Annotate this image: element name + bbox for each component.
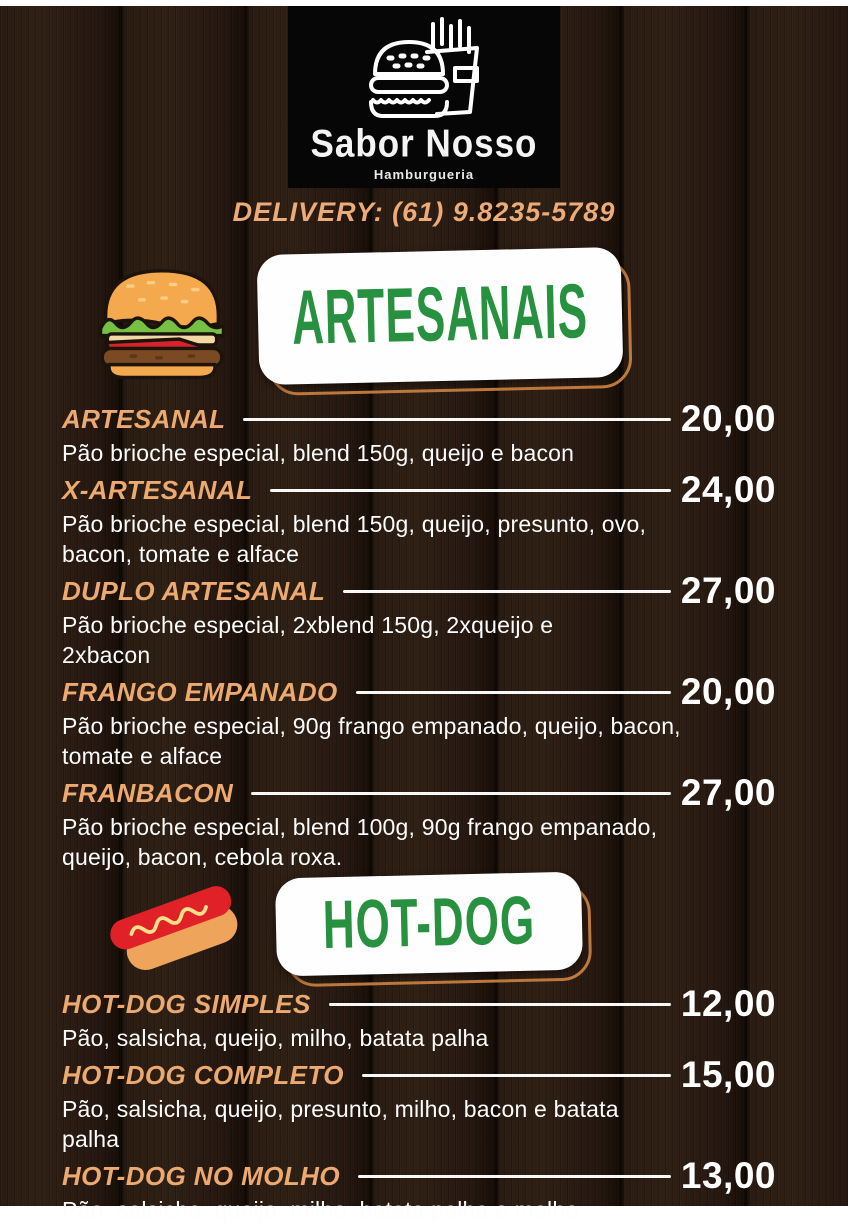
menu-item (0, 572, 848, 669)
section-header-artesanais (0, 246, 848, 386)
item-description: queijo, bacon, cebola roxa. (62, 844, 343, 870)
item-description: Pão brioche especial, 90g frango empanado, queijo, bacon, (62, 713, 681, 739)
menu-item (0, 985, 848, 1052)
restaurant-subtitle: Hamburgueria (373, 167, 475, 182)
menu-item (0, 400, 848, 467)
section-title: HOT-DOG (321, 882, 536, 964)
section-header-hotdog (0, 871, 848, 977)
item-price: 27,00 (680, 570, 776, 611)
item-description: Pão brioche especial, 2xblend 150g, 2xqueijo e (62, 612, 554, 638)
menu-item (0, 471, 848, 568)
item-name: HOT-DOG SIMPLES (62, 988, 311, 1019)
section-title: ARTESANAIS (291, 268, 589, 362)
leader-line (329, 1003, 671, 1006)
burger-fries-icon (349, 16, 499, 124)
leader-line (362, 1074, 671, 1077)
item-name: FRANBACON (62, 777, 234, 808)
banner-hotdog (276, 875, 582, 973)
item-name: FRANGO EMPANADO (62, 676, 338, 707)
item-description: palha (62, 1126, 120, 1152)
menu-item (0, 1157, 848, 1224)
item-name: HOT-DOG COMPLETO (62, 1059, 344, 1090)
restaurant-name: Sabor Nosso (310, 121, 538, 166)
menu-page (0, 6, 848, 1223)
item-price: 12,00 (680, 983, 776, 1024)
menu-item (0, 1056, 848, 1153)
hotdog-items (0, 985, 848, 1224)
leader-line (270, 489, 671, 492)
item-name: X-ARTESANAL (62, 474, 253, 505)
burger-icon (92, 252, 232, 380)
leader-line (251, 792, 671, 795)
banner-artesanais (258, 251, 622, 381)
item-description: 2xbacon (62, 642, 151, 668)
item-price: 20,00 (680, 398, 776, 439)
item-name: DUPLO ARTESANAL (62, 575, 326, 606)
header (0, 6, 848, 228)
item-name: ARTESANAL (62, 403, 226, 434)
item-description: bacon, tomate e alface (62, 541, 300, 567)
artesanais-items (0, 400, 848, 871)
leader-line (343, 590, 671, 593)
logo (288, 6, 560, 188)
item-description: Pão, salsicha, queijo, milho, batata palha e molho (62, 1197, 579, 1223)
item-price: 24,00 (680, 469, 776, 510)
item-description: Pão brioche especial, blend 150g, queijo e bacon (62, 440, 575, 466)
banner-panel (275, 872, 583, 977)
item-price: 13,00 (680, 1155, 776, 1196)
leader-line (358, 1175, 671, 1178)
item-description: tomate e alface (62, 743, 223, 769)
item-description: Pão, salsicha, queijo, milho, batata palha (62, 1025, 489, 1051)
hotdog-icon (102, 872, 244, 976)
item-price: 20,00 (680, 671, 776, 712)
item-price: 27,00 (680, 772, 776, 813)
delivery-phone: DELIVERY: (61) 9.8235-5789 (232, 197, 616, 227)
item-name: HOT-DOG NO MOLHO (62, 1160, 340, 1191)
menu-item (0, 774, 848, 871)
item-description: Pão brioche especial, blend 150g, queijo, presunto, ovo, (62, 511, 647, 537)
menu-item (0, 673, 848, 770)
banner-panel (257, 247, 624, 385)
leader-line (243, 418, 670, 421)
item-description: Pão, salsicha, queijo, presunto, milho, bacon e batata (62, 1096, 619, 1122)
item-description: Pão brioche especial, blend 100g, 90g frango empanado, (62, 814, 658, 840)
item-price: 15,00 (680, 1054, 776, 1095)
leader-line (356, 691, 671, 694)
